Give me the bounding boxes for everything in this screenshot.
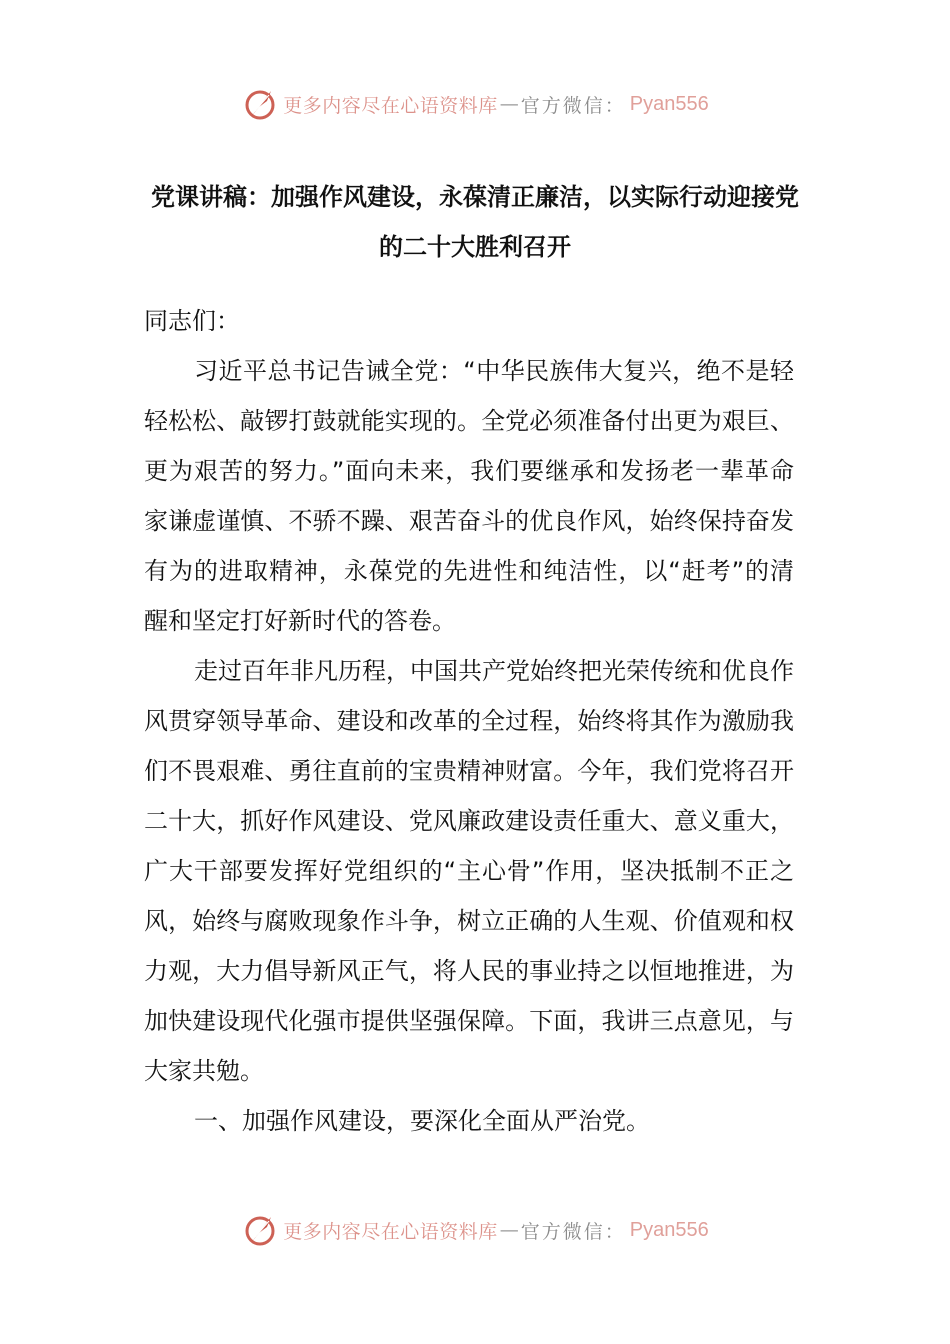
- salutation: 同志们：: [144, 307, 240, 335]
- footer-banner-slogan: 更多内容尽在心语资料库: [283, 1220, 498, 1243]
- paragraph-2-line-9: 大家共勉。: [144, 1057, 264, 1085]
- paragraph-2-line-3: 们不畏艰难、勇往直前的宝贵精神财富。今年，我们党将召开: [144, 757, 794, 785]
- footer-banner: [0, 1208, 950, 1252]
- footer-banner-wechat-id: Pyan556: [629, 1218, 709, 1241]
- footer-banner-separator: —: [499, 1219, 519, 1241]
- title-line-1: 党课讲稿：加强作风建设，永葆清正廉洁，以实际行动迎接党: [151, 183, 799, 211]
- paragraph-1-line-1: 习近平总书记告诫全党：“中华民族伟大复兴，绝不是轻: [194, 357, 794, 385]
- banner-wechat-id: Pyan556: [629, 92, 709, 115]
- banner-separator: —: [499, 93, 519, 115]
- paragraph-1-line-4: 家谦虚谨慎、不骄不躁、艰苦奋斗的优良作风，始终保持奋发: [144, 507, 794, 535]
- banner-wechat-label: 官方微信：: [520, 94, 626, 117]
- paragraph-1-line-6: 醒和坚定打好新时代的答卷。: [144, 607, 456, 635]
- paragraph-2-line-5: 广大干部要发挥好党组织的“主心骨”作用，坚决抵制不正之: [144, 857, 794, 885]
- paragraph-1-line-2: 轻松松、敲锣打鼓就能实现的。全党必须准备付出更为艰巨、: [144, 407, 794, 435]
- quill-logo-icon: [241, 85, 279, 123]
- paragraph-2-line-8: 加快建设现代化强市提供坚强保障。下面，我讲三点意见，与: [144, 1007, 794, 1035]
- paragraph-2-line-7: 力观，大力倡导新风正气，将人民的事业持之以恒地推进，为: [144, 957, 794, 985]
- document-body: [144, 296, 794, 1146]
- footer-banner-wechat-label: 官方微信：: [520, 1220, 626, 1243]
- document-title: [140, 172, 810, 272]
- section-1-heading: 一、加强作风建设，要深化全面从严治党。: [194, 1107, 650, 1135]
- paragraph-2-line-6: 风，始终与腐败现象作斗争，树立正确的人生观、价值观和权: [144, 907, 794, 935]
- paragraph-2-line-4: 二十大，抓好作风建设、党风廉政建设责任重大、意义重大，: [144, 807, 794, 835]
- paragraph-2-line-2: 风贯穿领导革命、建设和改革的全过程，始终将其作为激励我: [144, 707, 794, 735]
- paragraph-1-line-3: 更为艰苦的努力。”面向未来，我们要继承和发扬老一辈革命: [144, 457, 794, 485]
- quill-logo-icon: [241, 1211, 279, 1249]
- banner-slogan: 更多内容尽在心语资料库: [283, 94, 498, 117]
- paragraph-2-line-1: 走过百年非凡历程，中国共产党始终把光荣传统和优良作: [194, 657, 794, 685]
- header-banner: [0, 82, 950, 126]
- title-line-2: 的二十大胜利召开: [379, 233, 571, 261]
- paragraph-1-line-5: 有为的进取精神，永葆党的先进性和纯洁性，以“赶考”的清: [144, 557, 794, 585]
